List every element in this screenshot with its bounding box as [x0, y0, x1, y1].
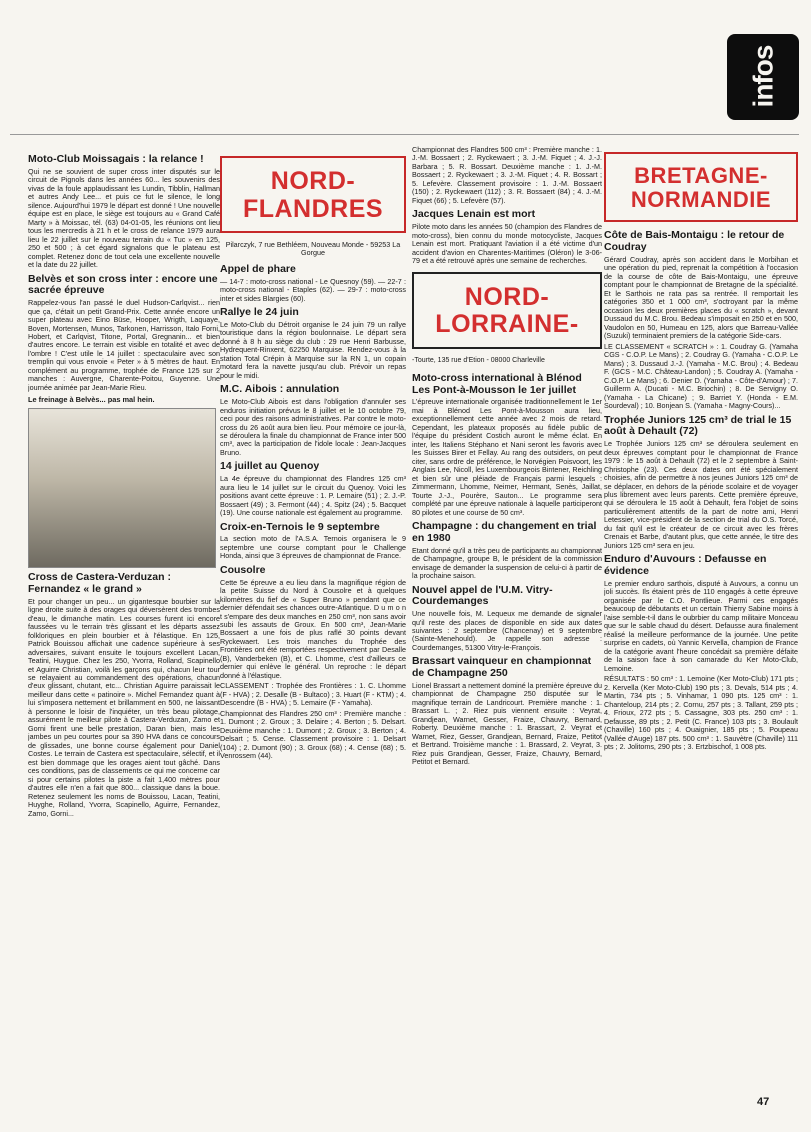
page-number: 47: [757, 1096, 770, 1108]
article-text: Gérard Coudray, après son accident dans le Morbihan et une opération du pied, reprenait la compétition à l'occasion de la course de côte de Bais-Montaigu, une épreuve comptant pour le championnat de Bretagne de la spécialité. Et le Sarthois ne rata pas sa rentrée. Il remportait les catégories 350 et 1 000 cm³, s'octroyant par la même occasion les deux premières places du « scratch », devant Dussaud du M.C. Brou. Bedeau s'imposait en 250 et en 500, Vaudolon en 50, Humeau en 125, alors que Barreau-Vallée (Suzuki) terminaient premiers de la catégorie Side-cars.: [604, 254, 798, 341]
article-title: Cross de Castera-Verduzan : Fernandez « le grand »: [28, 571, 171, 595]
article-title: Côte de Bais-Montaigu : le retour de Coudray: [604, 229, 785, 254]
article-title: Rallye le 24 juin: [220, 306, 299, 319]
classement-text: CLASSEMENT : Trophée des Frontières : 1. C. Lhomme (F - HVA) ; 2. Desalle (B - Bultaco) ; 3. Huart (F - KTM) ; 4. Descendre (B - HVA) ; 5. Lemaire (F - Yamaha).: [220, 681, 406, 708]
classement-text: Championnat des Flandres 500 cm³ : Première manche : 1. J.-M. Bossaert ; 2. Ryckewaert ; 3. J.-M. Fiquet ; 4. J.-J. Barbara ; 5. R. Bossart. Deuxième manche : 1. J.-M. Bossaert ; 2. Ryckewaert ; 3. J.-M. Fiquet ; 4. R. Bossart ; 5. Lefevère. Classement provisoire : 1. J.-M. Bossaert (150) ; 2. Ryckewaert (112) ; 3. R. Bossaert (84) ; 4. J.-M. Fiquet (66) ; 5. Lefevère (57).: [412, 146, 602, 205]
column-2: [220, 150, 406, 763]
article-text: La section moto de l'A.S.A. Ternois organisera le 9 septembre une course comptant pour le Challenge Honda, ainsi que 3 épreuves de championnat de France.: [220, 534, 406, 561]
region-title: BRETAGNE-NORMANDIE: [630, 163, 772, 213]
results-text: RÉSULTATS : 50 cm³ : 1. Lemoine (Ker Moto-Club) 171 pts ; 2. Kervella (Ker Moto-Club) 190 pts ; 3. Devals, 514 pts ; 4. Martin, 734 pts ; 5. Vinhamar, 1 090 pts. 125 cm³ : 1. Chanteloup, 214 pts ; 2. Cornu, 257 pts ; 3. Tallant, 259 pts ; 4. Frioux, 272 pts ; 5. Cassagne, 303 pts. 250 cm³ : 1. Defausse, 89 pts ; 2. Petit (C. France) 103 pts ; 3. Boulault (Chaville) 160 pts ; 4. Ouaignier, 185 pts ; 5. Poupeau (Vallée d'Auge) 187 pts. 500 cm³ : 1. Sauvètre (Chaville) 111 pts ; 2. Jolitoms, 290 pts ; 3. Ertzbischof, 1 008 pts.: [604, 674, 798, 752]
article-title: Croix-en-Ternois le 9 septembre: [220, 520, 380, 533]
article-text: Etant donné qu'il a très peu de participants au championnat de Champagne, groupe B, le président de la commission envisage de demander la suspension de celui-ci à partir de la prochaine saison.: [412, 545, 602, 581]
article-text: Le Trophée Juniors 125 cm³ se déroulera seulement en deux épreuves comptant pour le championnat de France 1979 : le 15 août à Dehault (72) et le 2 septembre à Saint-Christophe (23). Ces deux dates ont été spécialement choisies, afin de permettre à nos jeunes Juniors 125 cm³ de se déplacer, en dehors de la période scolaire et de voyager plus librement avec leurs parents. Cette première épreuve, qui se déroulera le 15 août à Dehault, fera l'objet de soins particulièrement attentifs de la part de notre ami, Henri Letessier, vice-président de la section de trial du O.S. Torcé, du fait qu'il est le créateur de ce circuit avec les frères Crenais et Barbe, d'autant plus, que cette année, le titre des Juniors 125 cm³ sera en jeu.: [604, 439, 798, 550]
classement-text: Championnat des Flandres 250 cm³ : Première manche : 1. Dumont ; 2. Groux ; 3. Delaire ; 4. Berton ; 5. Delsart. Deuxième manche : 1. Dumont ; 2. Groux ; 3. Berton ; 4. Delsart ; 5. Cense. Classement provisoire : 1. Delsart (104) ; 2. Dumont (90) ; 3. Groux (68) ; 4. Cense (68) ; 5. Venrossem (44).: [220, 708, 406, 761]
article-text: Le Moto-Club du Détroit organise le 24 juin 79 un rallye touristique dans la région boulonnaise. Le départ sera donné à 8 h au siège du club : 29 rue Henri Barbusse, Hydrequent-Rinxent, 62250 Marquise. Rendez-vous à la station Total Crépin à Marquise sur la RN 1, un copain motard fera la navette jusqu'au club. Prévoir un repas pour le midi.: [220, 319, 406, 380]
column-4: [604, 146, 798, 754]
article-text: Le premier enduro sarthois, disputé à Auvours, a connu un joli succès. Ils étaient près de 110 engagés à cette épreuve organisée par le C.O. Pontlieue. Parmi ces engagés beaucoup de débutants et un certain Thierry Sabine moins à l'aise semble-t-il dans le oubrbier du camp militaire Monceau que sur le sable chaud du désert. Defausse aura finalement réalisé la meilleure performance de la journée. Une petite surprise en cadets, où Yannic Kervella, champion de France de la catégorie avant l'heure concédait sa première défaite de la saison face à son camarade du Ker Moto-Club, Lemoine.: [604, 578, 798, 673]
region-box-nord-lorraine: [412, 272, 602, 349]
region-title: NORD-FLANDRES: [242, 167, 384, 223]
logo-text: infos: [747, 46, 779, 108]
article-title: Belvès et son cross inter : encore une sacrée épreuve: [28, 272, 218, 297]
article-title: Cousolre: [220, 563, 266, 576]
article-text: Et pour changer un peu... un gigantesque bourbier sur la ligne droite suite à des orages qui déversèrent des trombes d'eau, le dimanche matin. Les courses furent ici encore faussées vu le terrain très glissant et les départs assez folkloriques en plein bourbier et à l'élastique. En 125, Patrick Bouissou affichait une cadence supérieure à ses adversaires, suivant ensuite le toujours excellent Lacan, Teatini, Huygue. Chez les 250, Yvorra, Rolland, Scapinello et Aguirre Christian, voilà les garçons qui, chacun leur tour se relayaient au commandement des opérations, chacun d'eux glissant, chutant, etc... Christian Aguirre paraissait le meilleur dans cette « patinoire ». Michel Fernandez quant à lui s'imposera nettement et brillamment en 500, ne laissant à personne le loisir de l'inquiéter, un très beau pilotage, assurément le meilleur pilote à Castera-Verduzan, Zamo et Gorni firent une belle prestation, Daran bien, mais les jambes un peu courtes pour sa 390 HVA dans ce concours de glissades, une bonne course également pour Daniel Costes. Le terrain de Castera est spectaculaire, sélectif, et il est bien dommage que les orages aient tout gâché. Dans ces conditions, pas de classements ce qui me concerne car si pour certains pilotes la piste a fait 1,400 mètres pour d'autres elle n'en a fait que 800... classique dans la boue. Retenez seulement les noms de Bouissou, Lacan, Teatini, Huyghe, Rolland, Yvorra, Scapinello, Aguirre, Fernandez, Zamo, Gorni...: [28, 596, 220, 818]
region-box-bretagne-normandie: [604, 152, 798, 222]
article-text: Une nouvelle fois, M. Lequeux me demande de signaler qu'il reste des places de disponible en side aux dates suivantes : 2 septembre (Chancenay) et 9 septembre (Sainte-Menehould). Je rappelle son adresse : Courdemanges, 51300 Vitry-le-François.: [412, 609, 602, 652]
article-title: Jacques Lenain est mort: [412, 208, 536, 221]
article-text: La 4e épreuve du championnat des Flandres 125 cm³ aura lieu le 14 juillet sur le circuit du Quenoy. Voici les positions avant cette épreuve : 1. P. Lemaire (51) ; 2. J.-P. Bossaert (49) ; 3. Fermont (44) ; 4. Spitz (24) ; 5. Bacquet (19). Une course nationale est également au programme.: [220, 474, 406, 518]
article-text: — 14-7 : moto-cross national - Le Quesnoy (59). — 22-7 : moto-cross national - Etaples (62). — 29-7 : moto-cross inter et sides Blargies (60).: [220, 276, 406, 303]
article-title: Appel de phare: [220, 262, 296, 275]
correspondent-address: Pilarczyk, 7 rue Bethléem, Nouveau Monde - 59253 La Gorgue: [225, 240, 401, 258]
article-title: Enduro d'Auvours : Defausse en évidence: [604, 553, 767, 578]
header-rule: [10, 134, 799, 135]
article-title: Champagne : du changement en trial en 1980: [412, 520, 597, 544]
region-title: NORD-LORRAINE-: [435, 282, 579, 339]
photo-caption: Le freinage à Belvès... pas mal hein.: [28, 395, 155, 405]
article-text: L'épreuve internationale organisée traditionnellement le 1er mai à Blénod Les Pont-à-Mousson aura lieu, exceptionnellement cette année avec 2 mois de retard. Cependant, les plateaux proposés au fidèle public de l'équipe du président Costich auront le même éclat. En inter, les Italiens Stéphano et Nani seront les favoris avec les Suisses Birer et Fellay. Au rang des outsiders, on peut citer, sans ordre de préférence, le Norvégien Poisvoort, les Anglais Lee, Nicoll, les Luxembourgeois Bintener, Reichling et bien sûr une pléiade de Français parmi lesquels : Zimmermann, Lhomme, Neimer, Hermant, Senès, Jaillat, Tourte J.-J., Pourère, Sauton... Le programme sera complété par une épreuve nationale à laquelle participeront 80 pilotes et une course de 50 cm³.: [412, 397, 602, 517]
column-3: [412, 146, 602, 769]
motocross-photo: [28, 408, 216, 568]
article-title: Brassart vainqueur en championnat de Champagne 250: [412, 655, 592, 680]
infos-logo: [727, 34, 799, 120]
article-text: Qui ne se souvient de super cross inter disputés sur le circuit de Pignols dans les années 60... les souvenirs des vivas de la foule applaudissant les Lundin, Tibblin, Hallman et autres Andy Lee... et puis ce fut le silence, le long silence. Aujourd'hui 1979 le départ est donné ! Une nouvelle équipe est en place, le siège est toujours au « Grand Café Marty » à Moissac, tél. (63) 04-01-05, les réunions ont lieu tous les mercredis à 21 h et le cross de relance 1979 aura lieu le 22 juillet sur le nouveau terrain du « Tuc » en 125, 250 et 500 ; à cet égard signalons que le plateau est complet. Retenez donc de tout cela une excellente nouvelle et la date du 22 juillet.: [28, 166, 220, 270]
classement-text: LE CLASSEMENT « SCRATCH » : 1. Coudray G. (Yamaha CGS - C.O.P. Le Mans) ; 2. Coudray G. (Yamaha - C.O.P. Le Mans) ; 3. Dussaud J.-J. (Yamaha - M.C. Brou) ; 4. Bedeau F. (GCS - M.C. Château-Landon) ; 5. Coudray A. (Yamaha - C.O.P. Le Mans) ; 6. Denier D. (Yamaha - Côte-d'Amour) ; 7. Guillerm A. (Ducati - M.C. Briochin) ; 8. De Servigny O. (Yamaha - La Chicane) ; 9. Barriet Y. (Honda - E.M. Sourdeval) ; 10. Bonjean S. (Yamaha - Magny-Cours)...: [604, 341, 798, 411]
article-title: 14 juillet au Quenoy: [220, 460, 320, 473]
article-title: Trophée Juniors 125 cm³ de trial le 15 août à Dehault (72): [604, 413, 792, 438]
article-title: Moto-Club Moissagais : la relance !: [28, 153, 204, 165]
article-text: Le Moto-Club Aibois est dans l'obligation d'annuler ses enduros initiation prévus le 8 juillet et le 10 octobre 79, ceci pour des raisons administratives. Par contre le moto-cross du 26 août aura bien lieu. Pour mémoire ce jour-là, se déroulera la finale du championnat de France inter 500 cm³, avec la participation de l'idole locale : Jean-Jacques Bruno.: [220, 397, 406, 457]
region-box-nord-flandres: [220, 156, 406, 233]
article-text: Lionel Brassart a nettement dominé la première épreuve du championnat de Champagne 250 disputée sur le magnifique terrain de Landricourt. Première manche : 1. Brassart L. ; 2. Riez puis viennent ensuite : Veyrat, Grandjean, Warnet, Gesser, Fraize, Chauvry, Bernard, Roberty. Deuxième manche : 1. Brassart, 2. Veyrat et Warnet, Riez, Gesser, Grandjean, Bernard, Fraize, Petitot et Bertrand. Troisième manche : 1. Brassard, 2. Veyrat, 3. Riez puis Grandjean, Gesser, Fraize, Chauvry, Bernard, Petitot et Bernard.: [412, 680, 602, 767]
article-title: Moto-cross international à Blénod Les Pont-à-Mousson le 1er juillet: [412, 371, 582, 396]
article-text: Pilote moto dans les années 50 (champion des Flandres de moto-cross), bien connu du monde motocycliste, Jacques Lenain est mort. Pratiquant l'aviation il a été victime d'un accident d'avion en Charentes-Maritimes (Oléron) le 3-06-79 et a été retrouvé après une semaine de recherches.: [412, 222, 602, 266]
column-1: [28, 150, 220, 820]
article-text: Rappelez-vous l'an passé le duel Hudson-Carlqvist... rien que ça, c'était un petit Grand-Prix. Cette année encore un super plateau avec Eino Büse, Hooper, Wrigth, Laquaye, Boven, Mortensen, Munos, Tarkonen, Harrisson, Italo Forni, Hobert, et Carlqvist, Titone, Portal, Gregnanin... et bien d'autres encore. Le terrain est visible en totalité et avec de l'ombre ! C'est utile le 14 juillet : spectaculaire avec son tremplin qui vous envoie « Peter » à 5 mètres de haut. En complément au programme, trophée de France 125 sur 2 manches : Auvergne, Charente-Poitou, Guyenne. Une journée animée par Jean-Marie Rieu.: [28, 298, 220, 392]
correspondent-address: -Tourte, 135 rue d'Etion - 08000 Charleville: [412, 356, 545, 364]
article-text: Cette 5e épreuve a eu lieu dans la magnifique région de la petite Suisse du Nord à Cousolre et à quelques kilomètres du fief de « Super Bruno » pendant que ce dernier défendait ses chances outre-Atlantique. D u m o n t s'empare des deux manches en 250 cm³, non sans avoir subi les assauts de Groux. En 500 cm³, Jean-Marie Bossaert a une fois de plus raflé 30 points devant Ryckewaert. Les trois manches du Trophée des Frontières ont été remportées respectivement par Desalle (B), Vanderbeken (B), et C. Lhomme, c'est d'ailleurs ce dernier qui enlève le général. Un reproche : le départ donné à l'élastique.: [220, 577, 406, 680]
article-title: Nouvel appel de l'U.M. Vitry-Courdemanges: [412, 583, 553, 608]
article-title: M.C. Aibois : annulation: [220, 383, 340, 396]
